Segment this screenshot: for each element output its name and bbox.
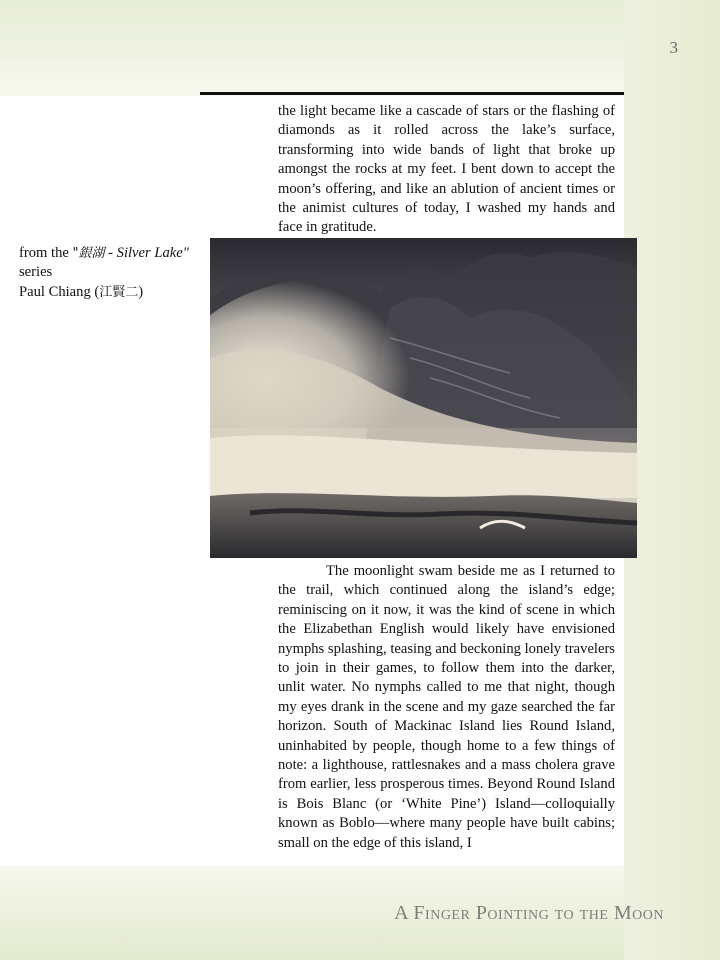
body-paragraph-top: the light became like a cascade of stars or the flashing of diamonds as it rolled across the lake’s surface, transforming into wide bands of light that broke up amongst the rocks at my feet. I bent down to accept the moon’s offering, and like an ablution of ancient times or the animist cultures of today, I washed my hands and face in gratitude. xyxy=(278,103,615,236)
caption-suffix: series xyxy=(19,264,53,281)
figure-caption xyxy=(19,244,194,302)
caption-series-en: - Silver Lake" xyxy=(104,245,189,261)
page-number: 3 xyxy=(669,38,678,57)
header-band xyxy=(0,0,720,96)
caption-series-cjk: "銀湖 xyxy=(72,246,105,261)
caption-artist-close: ) xyxy=(138,283,144,300)
caption-prefix: from the xyxy=(19,245,73,261)
caption-artist: Paul Chiang ( xyxy=(19,283,100,300)
body-paragraph-bottom: The moonlight swam beside me as I returned to the trail, which continued along the island’s edge; reminiscing on it now, it was the kind of scene in which the Elizabethan English would likely have envisioned nymphs splashing, teasing and beckoning lonely travelers to join in their games, to follow them into the darker, unlit water. No nymphs called to me that night, though my eyes drank in the scene and my gaze searched the far horizon. South of Mackinac Island lies Round Island, uninhabited by people, though home to a few things of note: a lighthouse, rattlesnakes and a mass cholera grave from earlier, less prosperous times. Beyond Round Island is Bois Blanc (or ‘White Pine’) Island—colloquially known as Boblo—where many people have built cabins; small on the edge of this island, I xyxy=(278,563,615,851)
silver-lake-painting xyxy=(210,238,637,558)
caption-artist-cjk: 江賢二 xyxy=(99,284,139,300)
header-rule xyxy=(200,92,624,95)
footer-book-title: A Finger Pointing to the Moon xyxy=(394,902,664,924)
side-strip xyxy=(624,0,720,960)
painting-image xyxy=(210,238,637,558)
